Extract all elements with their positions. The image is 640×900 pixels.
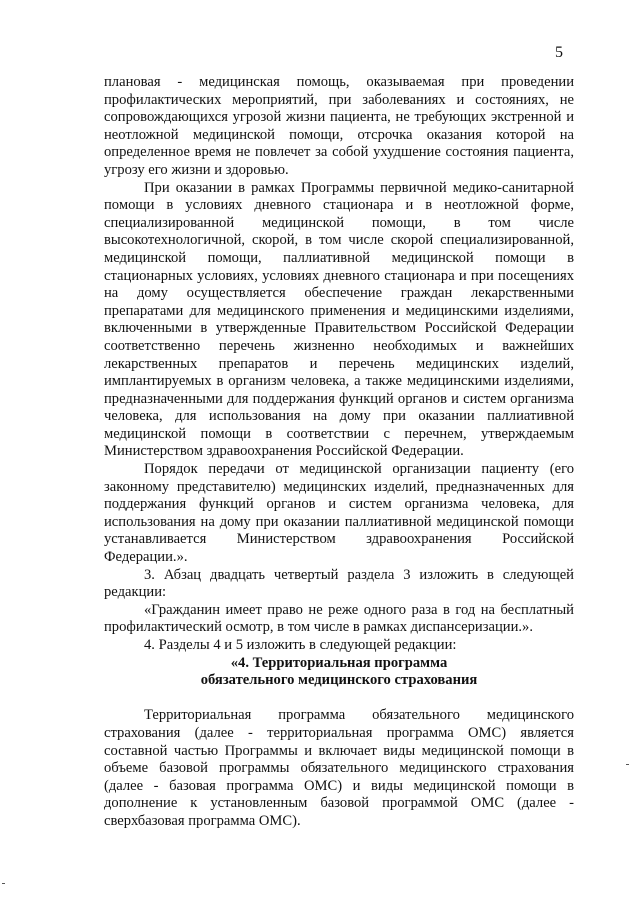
paragraph-planned-care: плановая - медицинская помощь, оказываемая при проведении профилактических мероприятий, при заболеваниях и состояниях, не сопровождающихся угрозой жизни пациента, не требующих экстренной и неотложной медицинской помощи, отсрочка оказания которой на определенное время не повлечет за собой ухудшение состояния пациента, угрозу его жизни и здоровью. xyxy=(104,74,574,178)
paragraph-territorial-program: Территориальная программа обязательного медицинского страхования (далее - территориальная программа ОМС) является составной частью Программы и включает виды медицинской помощи в объеме базовой программы обязательного медицинского страхования (далее - базовая программа ОМС) и виды медицинской помощи в дополнение к установленным базовой программой ОМС (далее - сверхбазовая программа ОМС). xyxy=(104,707,574,829)
paragraph-amendment-4: 4. Разделы 4 и 5 изложить в следующей редакции: xyxy=(144,637,457,653)
scan-edge-mark xyxy=(626,764,629,765)
document-body xyxy=(104,74,574,831)
paragraph-drug-provision: При оказании в рамках Программы первичной медико-санитарной помощи в условиях дневного стационара и в неотложной форме, специализированной медицинской помощи, в том числе высокотехнологичной, скорой, в том числе скорой специализированной, медицинской помощи, паллиативной медицинской помощи в стационарных условиях, условиях дневного стационара и при посещениях на дому осуществляется обеспечение граждан лекарственными препаратами для медицинского применения и медицинскими изделиями, включенными в утвержденные Правительством Российской Федерации соответственно перечень жизненно необходимых и важнейших лекарственных препаратов и перечень медицинских изделий, имплантируемых в организм человека, а также медицинскими изделиями, предназначенными для поддержания функций органов и систем организма человека, для использования на дому при оказании паллиативной медицинской помощи в соответствии с перечнем, утверждаемым Министерством здравоохранения Российской Федерации. xyxy=(104,179,574,460)
paragraph-checkup-right: «Гражданин имеет право не реже одного раза в год на бесплатный профилактический осмотр, в том числе в рамках диспансеризации.». xyxy=(104,601,574,636)
paragraph-amendment-3: 3. Абзац двадцать четвертый раздела 3 изложить в следующей редакции: xyxy=(104,566,574,601)
section-heading-line-2: обязательного медицинского страхования xyxy=(200,672,478,689)
section-heading-line-1: «4. Территориальная программа xyxy=(230,654,448,671)
paragraph-device-transfer-order: Порядок передачи от медицинской организации пациенту (его законному представителю) медицинских изделий, предназначенных для поддержания функций органов и систем организма человека, для использования на дому при оказании паллиативной медицинской помощи устанавливается Министерством здравоохранения Российской Федерации.». xyxy=(104,461,574,566)
blank-line xyxy=(104,690,574,708)
page-number: 5 xyxy=(555,44,563,61)
scan-edge-mark xyxy=(2,883,5,884)
section-heading xyxy=(104,655,574,690)
